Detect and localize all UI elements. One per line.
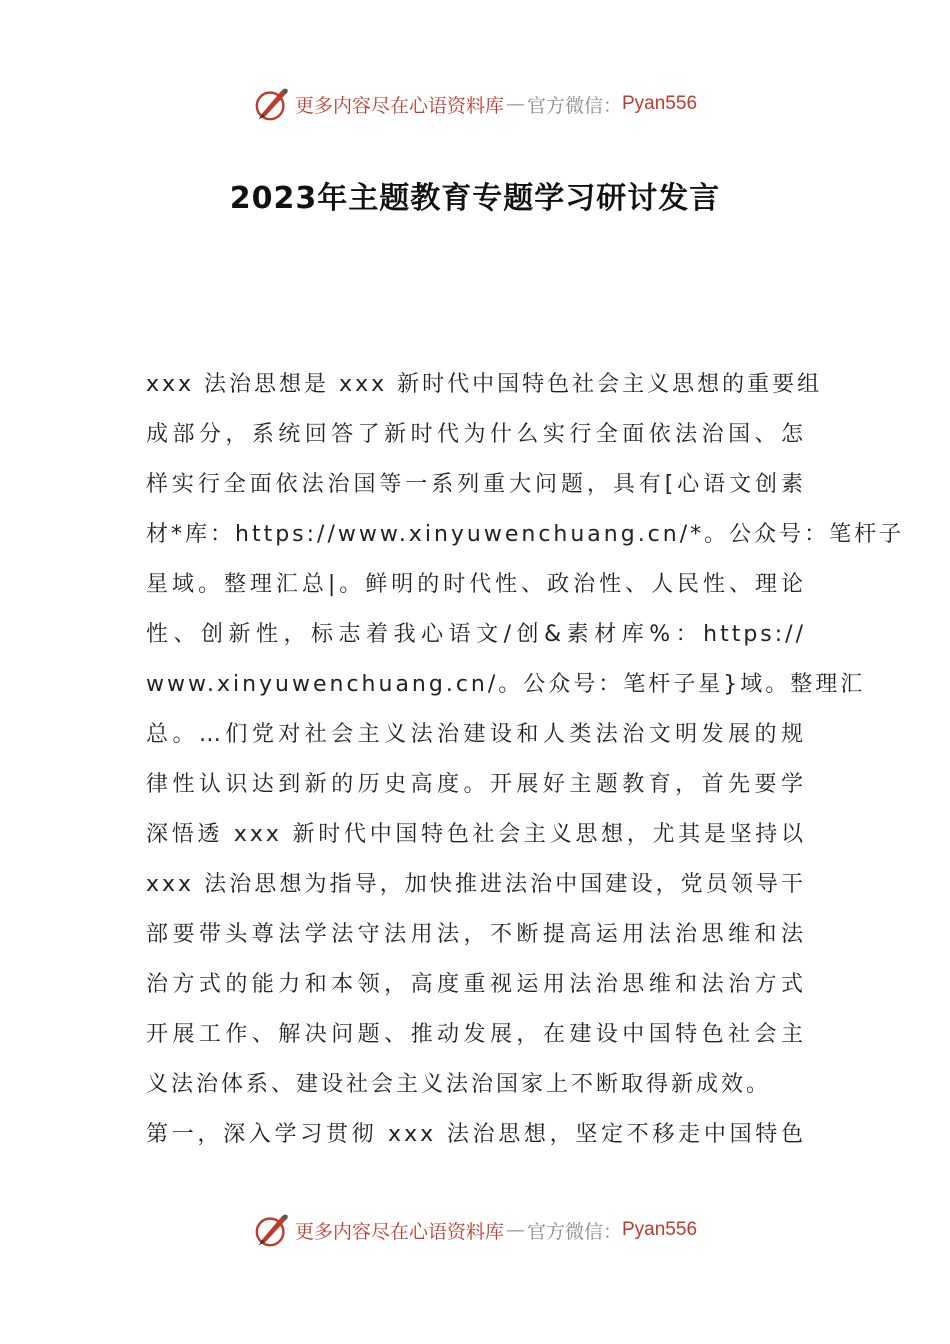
body-line: 材*库：https://www.xinyuwenchuang.cn/*。公众号：笔杆子	[146, 522, 905, 547]
quill-pen-logo-icon	[253, 85, 291, 123]
footer-banner	[0, 1208, 950, 1252]
banner-separator: —	[505, 1219, 525, 1241]
body-line: xxx 法治思想为指导，加快推进法治中国建设，党员领导干	[146, 872, 806, 897]
quill-pen-logo-icon	[253, 1211, 291, 1249]
body-line: 成部分，系统回答了新时代为什么实行全面依法治国、怎	[146, 422, 806, 447]
banner-separator: —	[505, 93, 525, 115]
banner-wechat-label: 官方微信：	[526, 1220, 622, 1243]
banner-text: 更多内容尽在心语资料库	[294, 94, 504, 117]
banner-wechat-id: Pyan556	[622, 1219, 698, 1240]
body-line: 总。…们党对社会主义法治建设和人类法治文明发展的规	[146, 722, 806, 747]
banner-wechat-label: 官方微信：	[526, 94, 622, 117]
body-line: 性、创新性，标志着我心语文/创&素材库%：https://	[146, 622, 806, 647]
body-line: 深悟透 xxx 新时代中国特色社会主义思想，尤其是坚持以	[146, 822, 806, 847]
body-line: 第一，深入学习贯彻 xxx 法治思想，坚定不移走中国特色	[146, 1122, 806, 1147]
body-line: 开展工作、解决问题、推动发展，在建设中国特色社会主	[146, 1022, 806, 1047]
body-line: xxx 法治思想是 xxx 新时代中国特色社会主义思想的重要组	[146, 372, 823, 397]
body-line: 义法治体系、建设社会主义法治国家上不断取得新成效。	[146, 1072, 772, 1097]
body-line: 部要带头尊法学法守法用法，不断提高运用法治思维和法	[146, 922, 806, 947]
header-banner	[0, 82, 950, 126]
banner-text: 更多内容尽在心语资料库	[294, 1220, 504, 1243]
body-line: 律性认识达到新的历史高度。开展好主题教育，首先要学	[146, 772, 806, 797]
document-title: 2023年主题教育专题学习研讨发言	[229, 181, 721, 216]
banner-wechat-id: Pyan556	[622, 93, 698, 114]
body-line: 样实行全面依法治国等一系列重大问题，具有[心语文创素	[146, 472, 806, 497]
body-line: 治方式的能力和本领，高度重视运用法治思维和法治方式	[146, 972, 806, 997]
body-line: www.xinyuwenchuang.cn/。公众号：笔杆子星}域。整理汇	[146, 672, 866, 697]
body-line: 星域。整理汇总|。鲜明的时代性、政治性、人民性、理论	[146, 572, 806, 597]
body-paragraph	[146, 360, 905, 1160]
